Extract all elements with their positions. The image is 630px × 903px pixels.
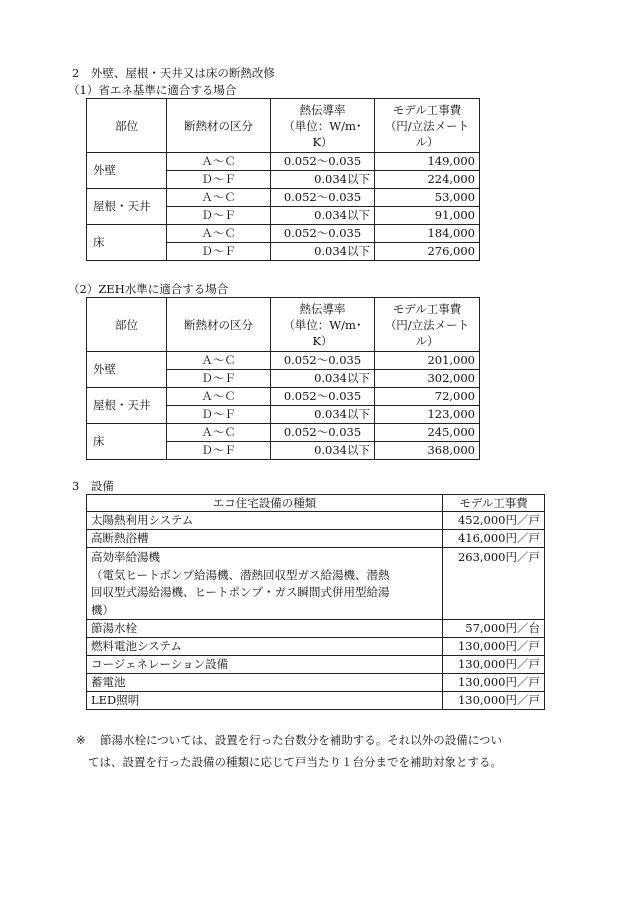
equipment-name-cell: 太陽熱利用システム bbox=[87, 512, 443, 530]
grade-cell: Ｄ～Ｆ bbox=[167, 370, 271, 388]
cost-cell: 91,000 bbox=[375, 207, 480, 225]
conductivity-cell: 0.034以下 bbox=[271, 442, 375, 460]
header-cost-line: （円/立法メート bbox=[384, 317, 470, 332]
conductivity-cell: 0.034以下 bbox=[271, 406, 375, 424]
equipment-cost-cell: 130,000円／戸 bbox=[443, 674, 545, 692]
note-line: ては、設置を行った設備の種類に応じて戸当たり１台分までを補助対象とする。 bbox=[88, 755, 502, 769]
conductivity-cell: 0.034以下 bbox=[271, 243, 375, 261]
table-row bbox=[87, 620, 545, 638]
conductivity-cell: 0.052～0.035 bbox=[271, 225, 375, 243]
table-row bbox=[87, 674, 545, 692]
equipment-name: 高効率給湯機 bbox=[91, 550, 160, 564]
equipment-name-cell: 燃料電池システム bbox=[87, 638, 443, 656]
cost-cell: 53,000 bbox=[375, 189, 480, 207]
part-cell: 外壁 bbox=[87, 153, 167, 189]
table-row bbox=[87, 189, 480, 207]
grade-cell: Ａ～Ｃ bbox=[167, 424, 271, 442]
header-equipment-type: エコ住宅設備の種類 bbox=[87, 495, 443, 512]
note-line: 節湯水栓については、設置を行った台数分を補助する。それ以外の設備につい bbox=[100, 733, 503, 747]
equipment-detail-line: 機） bbox=[91, 602, 114, 617]
conductivity-cell: 0.034以下 bbox=[271, 370, 375, 388]
subsection-1-title: （1）省エネ基準に適合する場合 bbox=[68, 83, 237, 97]
table-row bbox=[87, 656, 545, 674]
grade-cell: Ｄ～Ｆ bbox=[167, 243, 271, 261]
table-row bbox=[87, 692, 545, 710]
part-cell: 外壁 bbox=[87, 352, 167, 388]
part-cell: 床 bbox=[87, 424, 167, 460]
equipment-cost-cell: 130,000円／戸 bbox=[443, 638, 545, 656]
grade-cell: Ｄ～Ｆ bbox=[167, 442, 271, 460]
equipment-cost-cell: 263,000円／戸 bbox=[443, 548, 545, 620]
header-insulation: 断熱材の区分 bbox=[167, 298, 271, 352]
conductivity-cell: 0.034以下 bbox=[271, 207, 375, 225]
header-conductivity-line: K） bbox=[312, 333, 333, 348]
equipment-cost-cell: 416,000円／戸 bbox=[443, 530, 545, 548]
table-energy-saving-standard bbox=[86, 98, 480, 261]
equipment-name-cell: 節湯水栓 bbox=[87, 620, 443, 638]
table-row bbox=[87, 512, 545, 530]
header-conductivity-line: （単位：W/m･ bbox=[283, 317, 362, 332]
table-header-row bbox=[87, 99, 480, 153]
equipment-name-cell bbox=[87, 548, 443, 620]
header-part: 部位 bbox=[87, 298, 167, 352]
subsection-2-title: （2）ZEH水準に適合する場合 bbox=[68, 282, 229, 296]
header-conductivity-line: 熱伝導率 bbox=[299, 102, 346, 117]
grade-cell: Ｄ～Ｆ bbox=[167, 406, 271, 424]
part-cell: 床 bbox=[87, 225, 167, 261]
table-eco-equipment bbox=[86, 494, 545, 710]
cost-cell: 72,000 bbox=[375, 388, 480, 406]
conductivity-cell: 0.052～0.035 bbox=[271, 189, 375, 207]
cost-cell: 149,000 bbox=[375, 153, 480, 171]
table-row bbox=[87, 530, 545, 548]
table-row bbox=[87, 153, 480, 171]
grade-cell: Ａ～Ｃ bbox=[167, 388, 271, 406]
part-cell: 屋根・天井 bbox=[87, 388, 167, 424]
header-cost-line: モデル工事費 bbox=[392, 301, 462, 316]
equipment-detail-line: （電気ヒートポンプ給湯機、潜熱回収型ガス給湯機、潜熱 bbox=[91, 567, 390, 582]
table-row bbox=[87, 388, 480, 406]
conductivity-cell: 0.052～0.035 bbox=[271, 424, 375, 442]
grade-cell: Ｄ～Ｆ bbox=[167, 171, 271, 189]
header-model-cost: モデル工事費 bbox=[443, 495, 545, 512]
header-conductivity bbox=[271, 99, 375, 153]
grade-cell: Ｄ～Ｆ bbox=[167, 207, 271, 225]
grade-cell: Ａ～Ｃ bbox=[167, 352, 271, 370]
grade-cell: Ａ～Ｃ bbox=[167, 189, 271, 207]
cost-cell: 276,000 bbox=[375, 243, 480, 261]
grade-cell: Ａ～Ｃ bbox=[167, 225, 271, 243]
grade-cell: Ａ～Ｃ bbox=[167, 153, 271, 171]
section-2-heading: 2 外壁、屋根・天井又は床の断熱改修 bbox=[72, 66, 275, 80]
header-cost-line: ル） bbox=[415, 134, 439, 149]
conductivity-cell: 0.052～0.035 bbox=[271, 352, 375, 370]
header-insulation: 断熱材の区分 bbox=[167, 99, 271, 153]
conductivity-cell: 0.034以下 bbox=[271, 171, 375, 189]
table-row bbox=[87, 352, 480, 370]
footnote bbox=[76, 729, 566, 773]
equipment-cost-cell: 57,000円／台 bbox=[443, 620, 545, 638]
table-zeh-standard bbox=[86, 297, 480, 460]
part-cell: 屋根・天井 bbox=[87, 189, 167, 225]
header-part: 部位 bbox=[87, 99, 167, 153]
equipment-cost-cell: 130,000円／戸 bbox=[443, 692, 545, 710]
note-mark: ※ bbox=[76, 733, 86, 747]
cost-cell: 201,000 bbox=[375, 352, 480, 370]
cost-cell: 184,000 bbox=[375, 225, 480, 243]
section-3-heading: 3 設備 bbox=[72, 479, 114, 493]
header-cost bbox=[375, 99, 480, 153]
equipment-detail-line: 回収型式湯給湯機、ヒートポンプ・ガス瞬間式併用型給湯 bbox=[91, 585, 390, 599]
header-cost bbox=[375, 298, 480, 352]
table-row bbox=[87, 225, 480, 243]
table-row bbox=[87, 638, 545, 656]
equipment-name-cell: LED照明 bbox=[87, 692, 443, 710]
header-conductivity bbox=[271, 298, 375, 352]
header-conductivity-line: （単位：W/m･ bbox=[283, 118, 362, 133]
header-conductivity-line: K） bbox=[312, 134, 333, 149]
cost-cell: 302,000 bbox=[375, 370, 480, 388]
cost-cell: 368,000 bbox=[375, 442, 480, 460]
cost-cell: 123,000 bbox=[375, 406, 480, 424]
header-cost-line: ル） bbox=[415, 333, 439, 348]
conductivity-cell: 0.052～0.035 bbox=[271, 153, 375, 171]
header-conductivity-line: 熱伝導率 bbox=[299, 301, 346, 316]
table-header-row bbox=[87, 495, 545, 512]
equipment-name-cell: 高断熱浴槽 bbox=[87, 530, 443, 548]
equipment-cost-cell: 452,000円／戸 bbox=[443, 512, 545, 530]
cost-cell: 224,000 bbox=[375, 171, 480, 189]
table-header-row bbox=[87, 298, 480, 352]
cost-cell: 245,000 bbox=[375, 424, 480, 442]
equipment-name-cell: コージェネレーション設備 bbox=[87, 656, 443, 674]
equipment-cost-cell: 130,000円／戸 bbox=[443, 656, 545, 674]
header-cost-line: （円/立法メート bbox=[384, 118, 470, 133]
conductivity-cell: 0.052～0.035 bbox=[271, 388, 375, 406]
header-cost-line: モデル工事費 bbox=[392, 102, 462, 117]
table-row bbox=[87, 548, 545, 620]
equipment-name-cell: 蓄電池 bbox=[87, 674, 443, 692]
table-row bbox=[87, 424, 480, 442]
